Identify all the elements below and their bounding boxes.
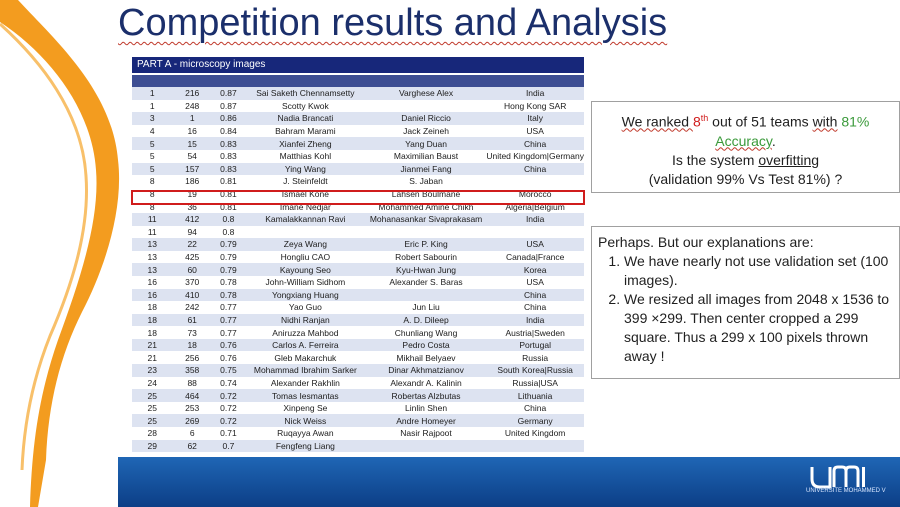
table-row	[132, 163, 584, 176]
explanation-list	[624, 252, 893, 366]
rank-value: 8	[692, 113, 701, 130]
rank-cell: 24	[132, 377, 172, 390]
author1-cell: Bahram Marami	[245, 125, 366, 138]
country-cell: China	[486, 137, 584, 150]
table-row	[132, 377, 584, 390]
rank-cell: 5	[132, 137, 172, 150]
author2-cell: Mikhail Belyaev	[366, 351, 487, 364]
table-row	[132, 251, 584, 264]
explanation-item-2: 2. We resized all images from 2048 x 1536 to 399 ×299. Then center cropped a 299 square. Thus a 299 x 100 pixels thrown away !	[624, 290, 893, 366]
author2-cell: Nasir Rajpoot	[366, 427, 487, 440]
team-id-cell: 370	[172, 276, 211, 289]
author2-cell: Dinar Akhmatzianov	[366, 364, 487, 377]
rank-cell: 8	[132, 200, 172, 213]
team-id-cell: 88	[172, 377, 211, 390]
author1-cell: Hongliu CAO	[245, 251, 366, 264]
country-cell: Morocco	[486, 188, 584, 201]
author2-cell: Jack Zeineh	[366, 125, 487, 138]
author2-cell	[366, 226, 487, 239]
country-cell: Italy	[486, 112, 584, 125]
team-id-cell: 15	[172, 137, 211, 150]
team-id-cell: 6	[172, 427, 211, 440]
country-cell	[486, 440, 584, 453]
author2-cell: Pedro Costa	[366, 339, 487, 352]
country-cell: China	[486, 163, 584, 176]
team-id-cell: 19	[172, 188, 211, 201]
team-id-cell: 358	[172, 364, 211, 377]
author2-cell: S. Jaban	[366, 175, 487, 188]
author2-cell: A. D. Dileep	[366, 314, 487, 327]
author1-cell: Yao Guo	[245, 301, 366, 314]
team-id-cell: 22	[172, 238, 211, 251]
team-id-cell: 425	[172, 251, 211, 264]
author1-cell: Tomas Iesmantas	[245, 389, 366, 402]
country-cell: Canada|France	[486, 251, 584, 264]
table-row	[132, 226, 584, 239]
ranking-text-a: We ranked	[621, 113, 693, 130]
accuracy-cell: 0.79	[212, 251, 245, 264]
university-logo-icon	[806, 463, 886, 503]
table-row	[132, 276, 584, 289]
team-id-cell: 1	[172, 112, 211, 125]
author2-cell: Yang Duan	[366, 137, 487, 150]
table-row	[132, 87, 584, 100]
author2-cell	[366, 289, 487, 302]
accuracy-cell: 0.78	[212, 276, 245, 289]
author1-cell: Nick Weiss	[245, 414, 366, 427]
rank-cell: 13	[132, 238, 172, 251]
slide-title: Competition results and Analysis	[118, 2, 668, 44]
rank-cell: 16	[132, 276, 172, 289]
team-id-cell: 18	[172, 339, 211, 352]
table-row	[132, 289, 584, 302]
author2-cell: Robertas Alzbutas	[366, 389, 487, 402]
accuracy-cell: 0.77	[212, 314, 245, 327]
table-row	[132, 301, 584, 314]
rank-cell: 8	[132, 175, 172, 188]
country-cell: China	[486, 402, 584, 415]
accuracy-cell: 0.76	[212, 351, 245, 364]
logo-caption: UNIVERSITE MOHAMMED V	[806, 488, 886, 494]
rank-cell: 25	[132, 414, 172, 427]
column-header-row	[132, 75, 584, 87]
author1-cell: Ruqayya Awan	[245, 427, 366, 440]
accuracy-cell: 0.76	[212, 339, 245, 352]
table-row	[132, 427, 584, 440]
country-cell: USA	[486, 125, 584, 138]
country-cell: India	[486, 213, 584, 226]
rank-cell: 13	[132, 263, 172, 276]
author1-cell: Gleb Makarchuk	[245, 351, 366, 364]
accuracy-cell: 0.87	[212, 87, 245, 100]
team-id-cell: 412	[172, 213, 211, 226]
accuracy-cell: 0.83	[212, 137, 245, 150]
table-header-bar: PART A - microscopy images	[132, 57, 584, 73]
country-cell: South Korea|Russia	[486, 364, 584, 377]
accuracy-cell: 0.8	[212, 213, 245, 226]
author2-cell	[366, 440, 487, 453]
accuracy-cell: 0.87	[212, 100, 245, 113]
table-row	[132, 326, 584, 339]
accuracy-cell: 0.84	[212, 125, 245, 138]
author2-cell: Linlin Shen	[366, 402, 487, 415]
author1-cell: Ismael Kone	[245, 188, 366, 201]
accuracy-cell: 0.83	[212, 150, 245, 163]
accuracy-cell: 0.72	[212, 402, 245, 415]
rank-cell: 13	[132, 251, 172, 264]
table-row	[132, 263, 584, 276]
swoosh-decoration	[0, 0, 130, 507]
country-cell: USA	[486, 276, 584, 289]
rank-cell: 18	[132, 314, 172, 327]
table-row	[132, 414, 584, 427]
author2-cell: Kyu-Hwan Jung	[366, 263, 487, 276]
team-id-cell: 248	[172, 100, 211, 113]
author1-cell: Nadia Brancati	[245, 112, 366, 125]
author1-cell: Zeya Wang	[245, 238, 366, 251]
accuracy-cell: 0.83	[212, 163, 245, 176]
accuracy-cell: 0.8	[212, 226, 245, 239]
team-id-cell: 94	[172, 226, 211, 239]
rank-cell: 16	[132, 289, 172, 302]
country-cell	[486, 175, 584, 188]
table-row	[132, 125, 584, 138]
accuracy-percent: 81%	[837, 113, 870, 130]
rank-cell: 3	[132, 112, 172, 125]
country-cell: USA	[486, 238, 584, 251]
team-id-cell: 54	[172, 150, 211, 163]
author2-cell: Alexander S. Baras	[366, 276, 487, 289]
country-cell: Germany	[486, 414, 584, 427]
country-cell: Russia|USA	[486, 377, 584, 390]
author1-cell: Nidhi Ranjan	[245, 314, 366, 327]
ranking-text-b: out of 51 teams	[708, 113, 813, 130]
country-cell: China	[486, 301, 584, 314]
accuracy-cell: 0.7	[212, 440, 245, 453]
author1-cell: Ying Wang	[245, 163, 366, 176]
accuracy-cell: 0.79	[212, 263, 245, 276]
rank-cell: 1	[132, 100, 172, 113]
author1-cell: Sai Saketh Chennamsetty	[245, 87, 366, 100]
author2-cell: Jianmei Fang	[366, 163, 487, 176]
country-cell	[486, 226, 584, 239]
author1-cell: Kayoung Seo	[245, 263, 366, 276]
author2-cell: Lahsen Boulmane	[366, 188, 487, 201]
results-table	[132, 57, 584, 452]
accuracy-cell: 0.81	[212, 188, 245, 201]
author1-cell	[245, 226, 366, 239]
country-cell: Korea	[486, 263, 584, 276]
team-id-cell: 256	[172, 351, 211, 364]
author2-cell: Daniel Riccio	[366, 112, 487, 125]
accuracy-cell: 0.77	[212, 301, 245, 314]
overfit-text-b: overfitting	[758, 151, 820, 168]
country-cell: China	[486, 289, 584, 302]
author2-cell: Alexandr A. Kalinin	[366, 377, 487, 390]
team-id-cell: 216	[172, 87, 211, 100]
author2-cell: Eric P. King	[366, 238, 487, 251]
rank-cell: 8	[132, 188, 172, 201]
author1-cell: J. Steinfeldt	[245, 175, 366, 188]
rank-cell: 11	[132, 226, 172, 239]
rank-cell: 5	[132, 150, 172, 163]
table-row	[132, 112, 584, 125]
author1-cell: Aniruzza Mahbod	[245, 326, 366, 339]
team-id-cell: 253	[172, 402, 211, 415]
rank-cell: 21	[132, 351, 172, 364]
author1-cell: Mohammad Ibrahim Sarker	[245, 364, 366, 377]
accuracy-cell: 0.71	[212, 427, 245, 440]
table-row	[132, 339, 584, 352]
author1-cell: Imane Nedjar	[245, 200, 366, 213]
team-id-cell: 242	[172, 301, 211, 314]
accuracy-cell: 0.86	[212, 112, 245, 125]
author2-cell: Mohanasankar Sivaprakasam	[366, 213, 487, 226]
country-cell: Algeria|Belgium	[486, 200, 584, 213]
rank-suffix: th	[700, 113, 709, 123]
author2-cell	[366, 100, 487, 113]
validation-vs-test: (validation 99% Vs Test 81%) ?	[648, 170, 843, 187]
team-highlight-box	[131, 190, 585, 205]
accuracy-cell: 0.79	[212, 238, 245, 251]
accuracy-cell: 0.81	[212, 175, 245, 188]
accuracy-dot: .	[771, 132, 776, 149]
team-id-cell: 61	[172, 314, 211, 327]
rank-cell: 21	[132, 339, 172, 352]
table-row	[132, 351, 584, 364]
team-id-cell: 16	[172, 125, 211, 138]
author1-cell: Alexander Rakhlin	[245, 377, 366, 390]
team-id-cell: 410	[172, 289, 211, 302]
explanation-box	[591, 226, 900, 379]
table-row	[132, 213, 584, 226]
table-row	[132, 175, 584, 188]
accuracy-cell: 0.77	[212, 326, 245, 339]
country-cell: Hong Kong SAR	[486, 100, 584, 113]
author2-cell: Maximilian Baust	[366, 150, 487, 163]
results-table-body	[132, 87, 584, 452]
author2-cell: Varghese Alex	[366, 87, 487, 100]
rank-cell: 11	[132, 213, 172, 226]
accuracy-cell: 0.81	[212, 200, 245, 213]
author1-cell: Fengfeng Liang	[245, 440, 366, 453]
rank-cell: 18	[132, 326, 172, 339]
table-row	[132, 137, 584, 150]
country-cell: India	[486, 314, 584, 327]
country-cell: Russia	[486, 351, 584, 364]
table-row	[132, 364, 584, 377]
country-cell: Lithuania	[486, 389, 584, 402]
rank-cell: 25	[132, 389, 172, 402]
team-id-cell: 73	[172, 326, 211, 339]
table-row	[132, 100, 584, 113]
ranking-with: with	[812, 113, 838, 130]
explanation-item-1: 1. We have nearly not use validation set (100 images).	[624, 252, 893, 290]
author1-cell: Xinpeng Se	[245, 402, 366, 415]
overfit-text-a: Is the system	[671, 151, 759, 168]
country-cell: Portugal	[486, 339, 584, 352]
accuracy-cell: 0.72	[212, 414, 245, 427]
ranking-line	[592, 109, 899, 132]
author1-cell: Scotty Kwok	[245, 100, 366, 113]
author1-cell: Xianfei Zheng	[245, 137, 366, 150]
explanation-intro: Perhaps. But our explanations are:	[598, 234, 814, 250]
table-row	[132, 314, 584, 327]
accuracy-cell: 0.72	[212, 389, 245, 402]
country-cell: India	[486, 87, 584, 100]
author1-cell: Carlos A. Ferreira	[245, 339, 366, 352]
author2-cell: Robert Sabourin	[366, 251, 487, 264]
ranking-summary-box	[591, 101, 900, 193]
author2-cell: Andre Homeyer	[366, 414, 487, 427]
table-row	[132, 440, 584, 453]
country-cell: Austria|Sweden	[486, 326, 584, 339]
rank-cell: 4	[132, 125, 172, 138]
rank-cell: 18	[132, 301, 172, 314]
team-id-cell: 62	[172, 440, 211, 453]
team-id-cell: 157	[172, 163, 211, 176]
team-id-cell: 60	[172, 263, 211, 276]
team-id-cell: 464	[172, 389, 211, 402]
rank-cell: 28	[132, 427, 172, 440]
table-row	[132, 402, 584, 415]
footer-band	[118, 457, 900, 507]
table-row	[132, 238, 584, 251]
accuracy-label: Accuracy	[715, 132, 772, 149]
rank-cell: 25	[132, 402, 172, 415]
table-row	[132, 389, 584, 402]
rank-cell: 1	[132, 87, 172, 100]
author1-cell: Yongxiang Huang	[245, 289, 366, 302]
author1-cell: John-William Sidhom	[245, 276, 366, 289]
author1-cell: Kamalakkannan Ravi	[245, 213, 366, 226]
author2-cell: Jun Liu	[366, 301, 487, 314]
accuracy-cell: 0.74	[212, 377, 245, 390]
author2-cell: Chunliang Wang	[366, 326, 487, 339]
author1-cell: Matthias Kohl	[245, 150, 366, 163]
accuracy-cell: 0.75	[212, 364, 245, 377]
country-cell: United Kingdom	[486, 427, 584, 440]
team-id-cell: 36	[172, 200, 211, 213]
overfitting-question	[592, 151, 899, 170]
rank-cell: 5	[132, 163, 172, 176]
author2-cell: Mohammed Amine Chikh	[366, 200, 487, 213]
accuracy-line	[592, 132, 899, 151]
accuracy-cell: 0.78	[212, 289, 245, 302]
team-id-cell: 186	[172, 175, 211, 188]
rank-cell: 29	[132, 440, 172, 453]
rank-cell: 23	[132, 364, 172, 377]
country-cell: United Kingdom|Germany	[486, 151, 584, 162]
table-row	[132, 150, 584, 163]
team-id-cell: 269	[172, 414, 211, 427]
